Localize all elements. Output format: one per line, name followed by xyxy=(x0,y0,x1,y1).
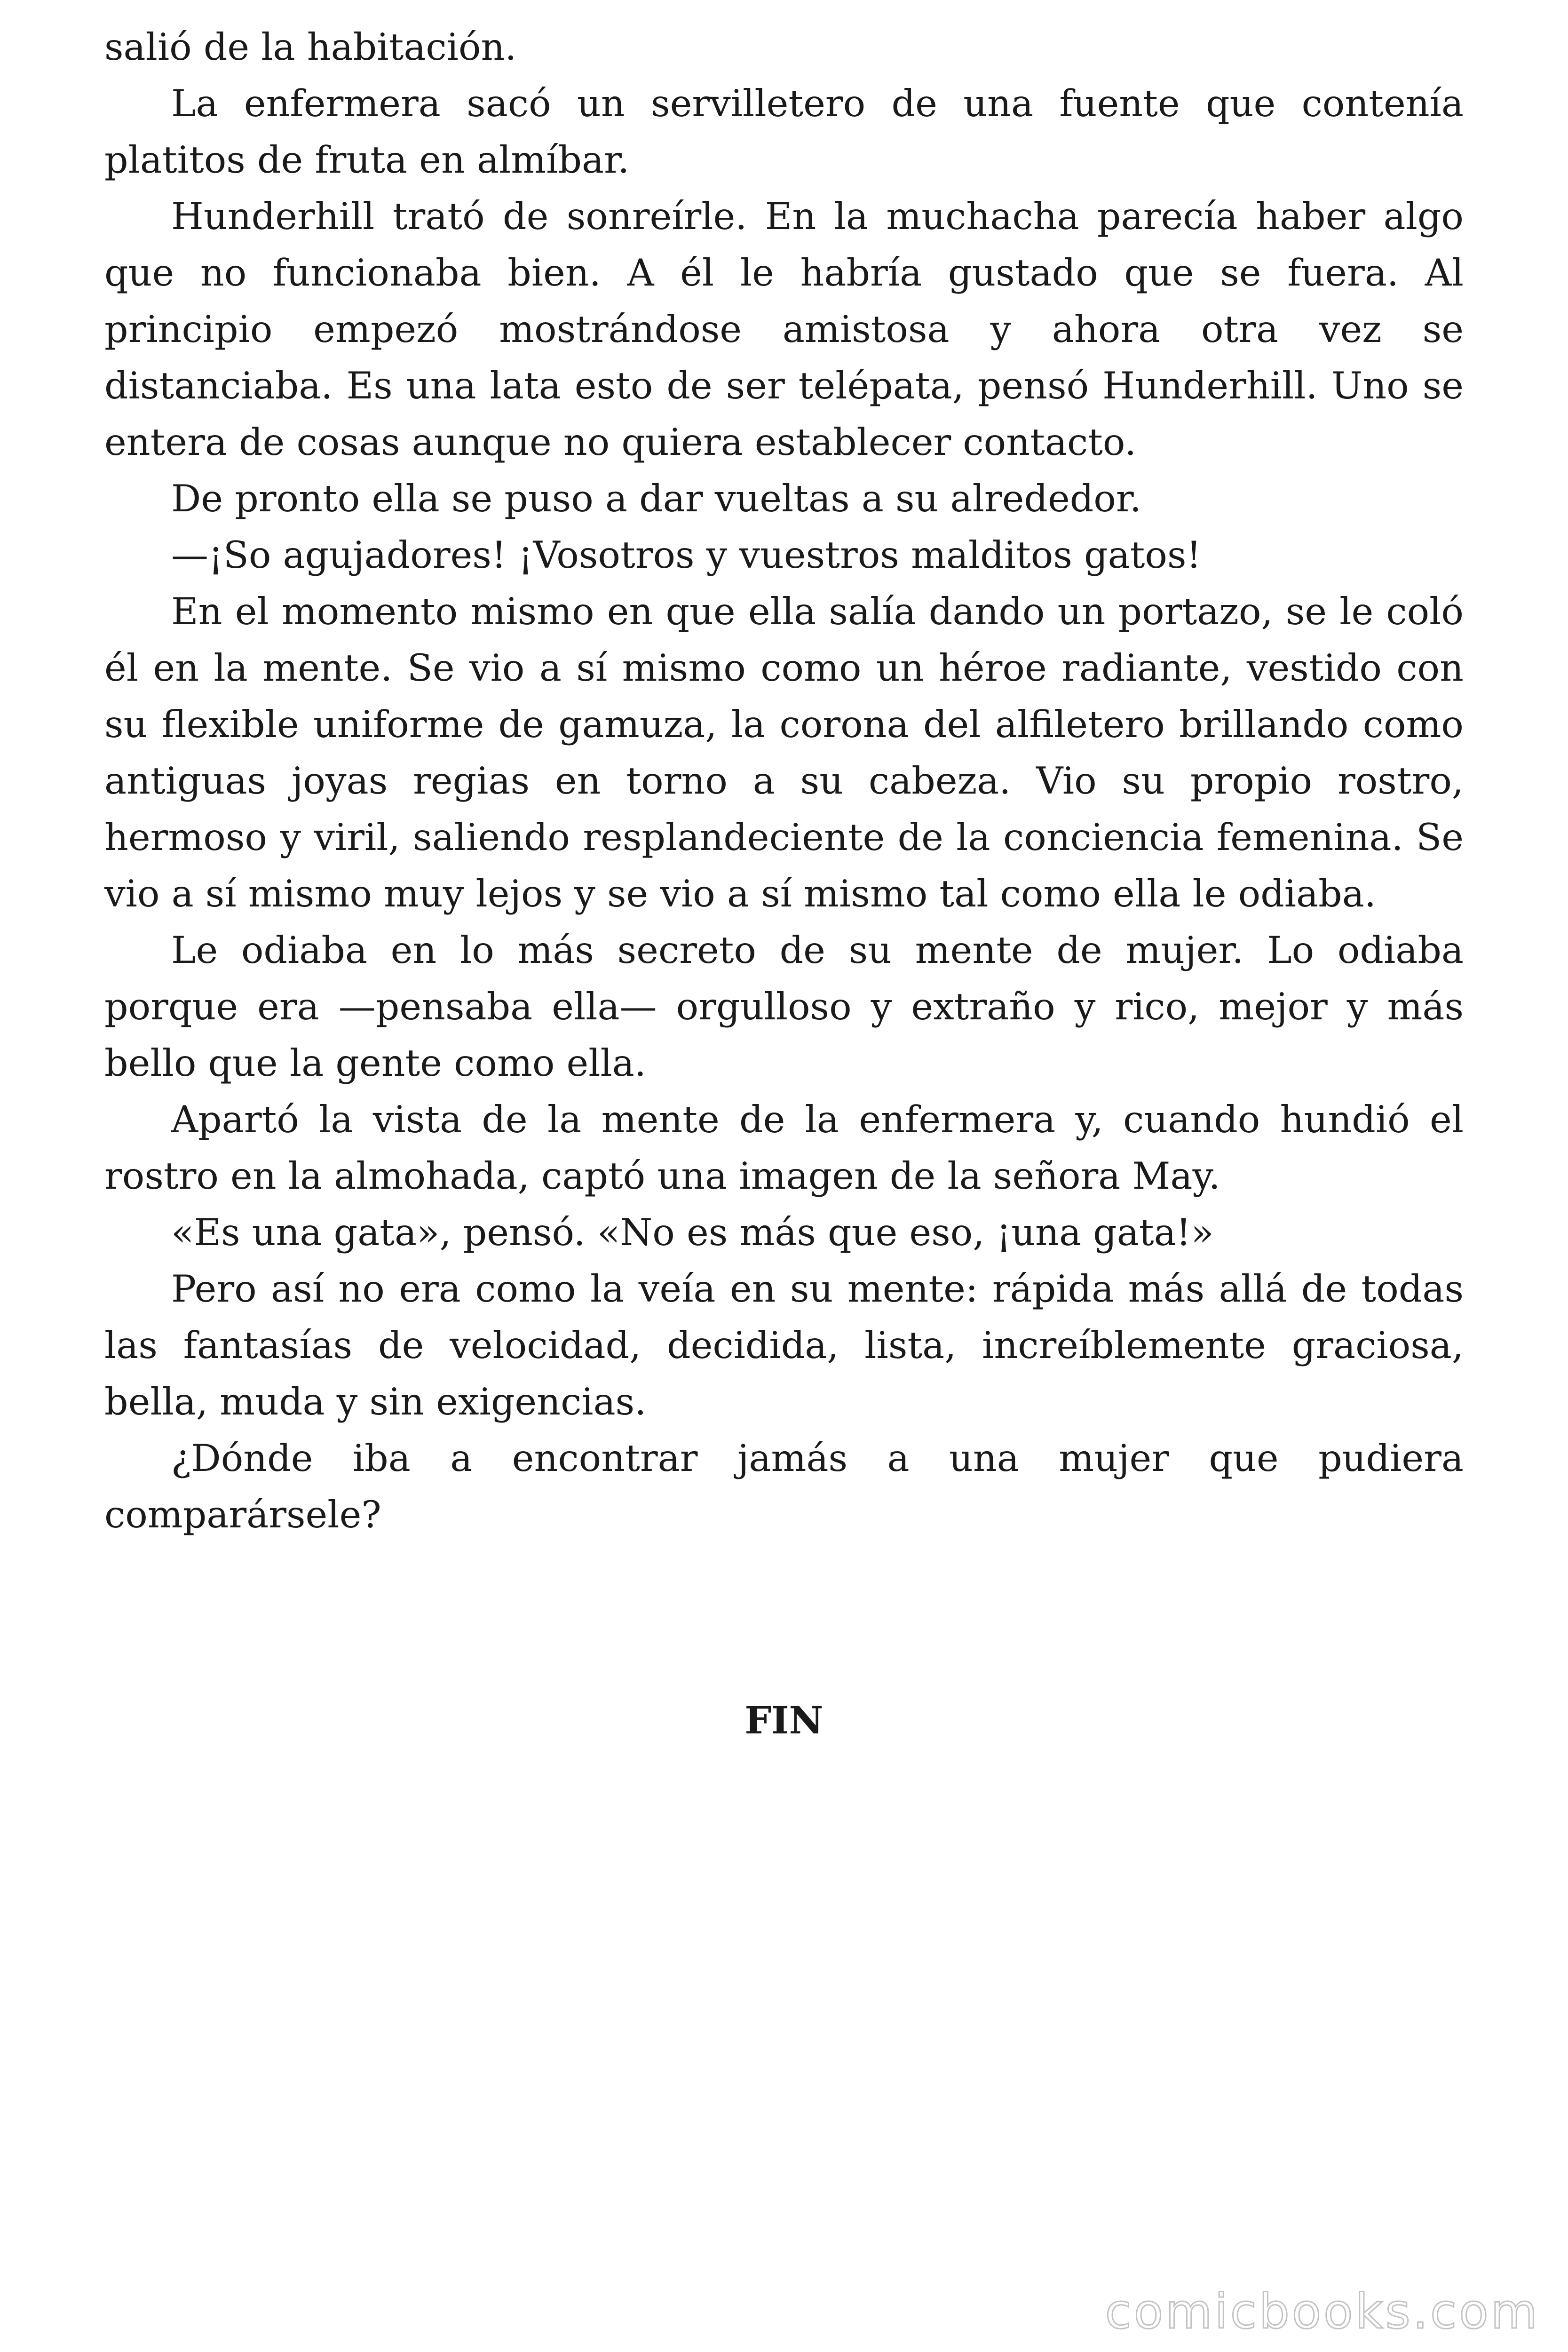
paragraph: «Es una gata», pensó. «No es más que eso, ¡una gata!» xyxy=(171,1211,1214,1254)
watermark: comicbooks.com xyxy=(1105,2284,1540,2340)
paragraph: De pronto ella se puso a dar vueltas a su alrededor. xyxy=(171,477,1142,520)
paragraph: Le odiaba en lo más secreto de su mente de mujer. Lo odiaba porque era —pensaba ella— orgulloso y extraño y rico, mejor y más bello que la gente como ella. xyxy=(104,929,1464,1085)
paragraph: En el momento mismo en que ella salía dando un portazo, se le coló él en la mente. Se vio a sí mismo como un héroe radiante, vestido con su flexible uniforme de gamuza, la corona del alfiletero brillando como antiguas joyas regias en torno a su cabeza. Vio su propio rostro, hermoso y viril, saliendo resplandeciente de la conciencia femenina. Se vio a sí mismo muy lejos y se vio a sí mismo tal como ella le odiaba. xyxy=(104,590,1464,915)
dialogue-line: —¡So agujadores! ¡Vosotros y vuestros malditos gatos! xyxy=(171,533,1202,577)
paragraph: La enfermera sacó un servilletero de una fuente que contenía platitos de fruta en almíbar. xyxy=(104,82,1464,182)
paragraph: salió de la habitación. xyxy=(104,25,517,69)
end-mark: FIN xyxy=(744,1698,824,1742)
paragraph: ¿Dónde iba a encontrar jamás a una mujer que pudiera comparársele? xyxy=(104,1437,1464,1536)
paragraph: Apartó la vista de la mente de la enfermera y, cuando hundió el rostro en la almohada, captó una imagen de la señora May. xyxy=(104,1098,1464,1198)
paragraph: Hunderhill trató de sonreírle. En la muchacha parecía haber algo que no funcionaba bien. A él le habría gustado que se fuera. Al principio empezó mostrándose amistosa y ahora otra vez se distanciaba. Es una lata esto de ser telépata, pensó Hunderhill. Uno se entera de cosas aunque no quiera establecer contacto. xyxy=(104,195,1464,464)
body-text xyxy=(104,19,1464,1543)
paragraph: Pero así no era como la veía en su mente: rápida más allá de todas las fantasías de velocidad, decidida, lista, increíblemente graciosa, bella, muda y sin exigencias. xyxy=(104,1267,1464,1423)
